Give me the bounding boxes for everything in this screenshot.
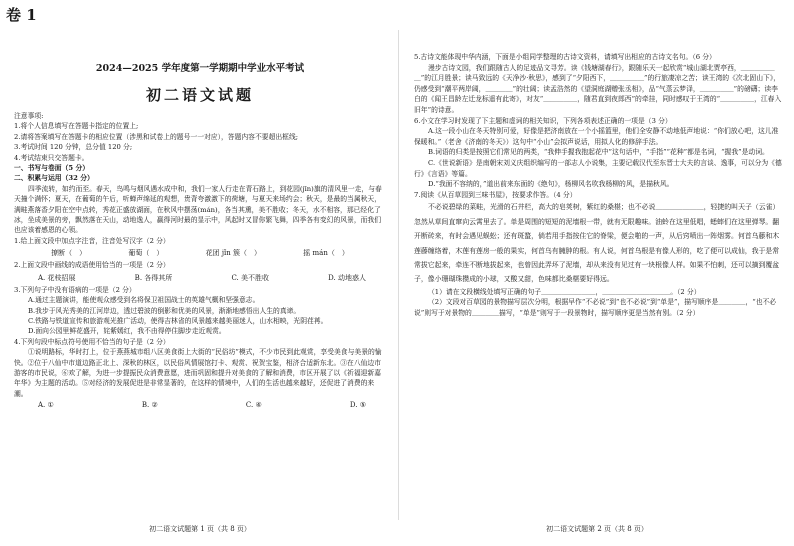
question-4-passage: ①说明路标，华时打上，位于燕燕城市组八区美食街上大街的“民俗坊”模式，不少市民到此观赏，享受美食与美景的愉快。②位于八仙中市道边路正北上、深秋的林区，以民俗风情展馆打卡、观赏、祝贺宝鉴，相济合适新东北。③在八仙边市游客的市民说，⑥欢了解，为进一步提振民众消费意愿，进而巩固和提升对美食的了解和消费，市区开展了以《祈福迎新嘉年华》为主题的活动。⑤对经济的发展促进是非常显著的，在这样的情境中，人们的生活也越来越好，还促进了消费的来潮。 xyxy=(14,348,382,398)
question-3: 3.下列句子中没有语病的一项是（2 分） xyxy=(14,285,136,294)
option-b: B.我步于风光秀美的江河岸边，透过碧波的倒影和优美的风景，渐渐地感悟出人生的真谛。 xyxy=(28,306,301,315)
note-item: 1.将个人信息填写在答题卡指定的位置上; xyxy=(14,122,139,131)
notes-title: 注意事项: xyxy=(14,112,44,120)
question-1-blanks xyxy=(4,246,396,260)
reading-passage: 四季流转，如约而至。春天，鸟鸣与烟风遇水成中和，我们一家人行走在青石路上，到花园(jīn)旗的清风里一走，与春天撞个满怀；夏天，在葡萄的午后，听蝉声绵延的观想，贵背夸激激下的荷塘，与夏天来场约会；秋天，是最的当属秋天，满畦燕落香夕阳在空中点转，秀花正盛放湖面，在秋风中摆荡(mán)，各当其熏，美不胜收；冬天，水不相容，那已经化了冰，坐成美景的旁，飘然落在天山，动地逸人，赢得河时最的显示中，风起时又冒你繁飞舞，四季各有变幻的风景，而我们也应该着感恩的心领。 xyxy=(14,184,382,235)
option-c: C. ④ xyxy=(245,401,262,410)
question-1: 1.给上面文段中加点字注音，注音处写汉字（2 分） xyxy=(14,236,170,245)
paper-label: 卷 1 xyxy=(6,6,37,24)
question-7: 7.阅读《从百草园到三味书屋》，按要求作答。（4 分） xyxy=(414,190,577,199)
option-c: C.《世说新语》是南朝宋刘义庆组织编写的一部志人小说集，主要记载汉代至东晋士大夫的言谈、逸事，可以分为《德行》《言语》等篇。 xyxy=(414,158,782,178)
blank-item: 花团 jǐn 簇（ ） xyxy=(205,249,262,258)
option-a: A. ① xyxy=(38,401,54,410)
question-2: 2.上面文段中画线的成语使用恰当的一项是（2 分） xyxy=(14,261,170,270)
question-6: 6.小文在学习时发现了下主题和虚词的相关知识，下列各项表述正确的一项是（3 分） xyxy=(414,116,672,125)
question-7-sub-1: （1）请在文段横线处填写正确的句子＿＿＿＿＿＿＿＿，＿＿＿＿＿＿＿＿＿＿。（2 分） xyxy=(428,287,701,296)
question-7-sub-2: （2）文段对百草园的景物描写层次分明，根据早作“不必说”到“也不必说”到“单是”，描写顺序是＿＿＿＿，“也不必说”则写于对景物的＿＿＿＿描写，“单是”则写于一段景物时，描写顺序更是当然有别。（2 分） xyxy=(414,298,777,317)
question-2-options xyxy=(4,271,396,285)
page-footer: 初二语文试题第 2 页（共 8 页） xyxy=(546,525,648,533)
exam-page-2 xyxy=(404,0,790,546)
question-5: 5.古诗文能体现中华内涵，下面是小组同学整理的古诗文资料，请填写出相应的古诗文名句。（6 分） xyxy=(414,53,716,61)
note-item: 4.考试结束只交答题卡。 xyxy=(14,153,89,162)
option-d: D.面向公园里鲜花盛开，姹紫嫣红，我不由得停住脚步走近观赏。 xyxy=(28,327,226,336)
option-a: A.通过主题演讲，能使观众感受到名将保卫祖国战士的英雄气概和坚强意志。 xyxy=(28,296,260,305)
option-b: B.词语的归类是按照它们常见的两类，“我伸手握我抱起花中”这句话中，“手指”“花种”都是名词，“握我”是动词。 xyxy=(428,148,769,157)
question-4-options xyxy=(4,399,396,411)
option-c: C. 美不胜收 xyxy=(231,273,269,282)
option-b: B. 各得其所 xyxy=(134,273,173,282)
option-d: D. 动地惑人 xyxy=(328,273,366,282)
page-divider xyxy=(398,30,399,520)
option-a: A.这一段小山在冬天特别可爱，好像是把济南放在一个小摇篮里，他们全安静不动地低声地说：“你们放心吧，这儿准保暖和。”（老舍《济南的冬天》）这句中“小山”会拟声说话，用拟人化的修辞手法。 xyxy=(414,127,779,146)
note-item: 3.考试时间 120 分钟，总分值 120 分; xyxy=(14,143,133,152)
option-d: D.“我面不容纳的，”道出前来东面的《绝句》，杨柳风名吹我杨柳的风，是描秋风。 xyxy=(428,180,674,189)
blank-item: 撩断（ ） xyxy=(51,249,87,258)
option-b: B. ② xyxy=(141,401,158,410)
option-a: A. 花枝招展 xyxy=(38,273,76,282)
page-footer: 初二语文试题第 1 页（共 8 页） xyxy=(149,525,251,533)
question-7-passage: 不必说碧绿的菜畦，光滑的石井栏，高大的皂荚树，紫红的桑椹；也不必说＿＿＿＿＿＿＿，轻捷的叫天子（云雀）忽然从草间直窜向云霄里去了。单是周围的短短的泥墙根一带，就有无限趣味。油蛉在这里低唱，蟋蟀们在这里弹琴。翻开断砖来，有时会遇见蜈蚣；还有斑蝥，倘若用手指按住它的脊梁，便会啪的一声，从后窍喷出一阵烟雾。何首乌藤和木莲藤缠络着，木莲有莲房一般的果实，何首乌有臃肿的根。有人说，何首乌根是有像人形的，吃了便可以成仙，我于是常常拔它起来，牵连不断地拔起来，也曾因此弄坏了泥墙，却从来没有见过有一块根像人样。如果不怕刺，还可以摘到覆盆子，像小珊瑚珠攒成的小球，又酸又甜，色味都比桑椹要好得远。 xyxy=(414,203,780,284)
question-4: 4.下列句段中标点符号使用不恰当的句子是（2 分） xyxy=(14,337,170,346)
blank-item: 葡萄（ ） xyxy=(128,249,164,258)
note-item: 2.请将答案填写在答题卡的相应位置（涉黑和试卷上的题号一一对应），答题内容不要超出框线; xyxy=(14,132,299,141)
section-heading: 二、积累与运用（32 分） xyxy=(14,174,94,183)
exam-page-1 xyxy=(4,0,396,546)
option-d: D. ⑤ xyxy=(349,401,366,410)
exam-header: 2024—2025 学年度第一学期期中学业水平考试 xyxy=(95,63,305,74)
exam-title: 初二语文试题 xyxy=(145,86,254,104)
section-heading: 一、书写与卷面（5 分） xyxy=(14,164,90,173)
option-c: C.铁路与铁道宣传和旅游观光推广活动，使得吉林省的风景越来越美丽迷人，山水相映，光阴荏苒。 xyxy=(28,316,328,325)
question-5-passage: 漫步古诗文园，我们跟随古人的足迹品文寻芳。读《钱塘湖春行》，跟随乐天一起欣赏“城山湖北贾亭西，＿＿＿＿＿＿”的江月胜景；读马致远的《天净沙·秋思》，感到了“夕阳西下，＿＿＿＿＿”的行旅凄凉之苦；读王湾的《次北固山下》，仍感受到“潮平两岸阔，＿＿＿＿”的壮阔；读孟浩然的《望洞庭湖赠张丞相》，品“气蒸云梦泽，＿＿＿＿＿”的磅礴；读李白的《闻王昌龄左迁龙标遥有此寄》，对友“＿＿＿＿＿，随君直到夜郎西”的牵挂，同时感叹于王湾的“＿＿＿＿＿，江春入旧年”的诗意。 xyxy=(414,63,782,114)
blank-item: 摇 mán（ ） xyxy=(303,249,349,258)
